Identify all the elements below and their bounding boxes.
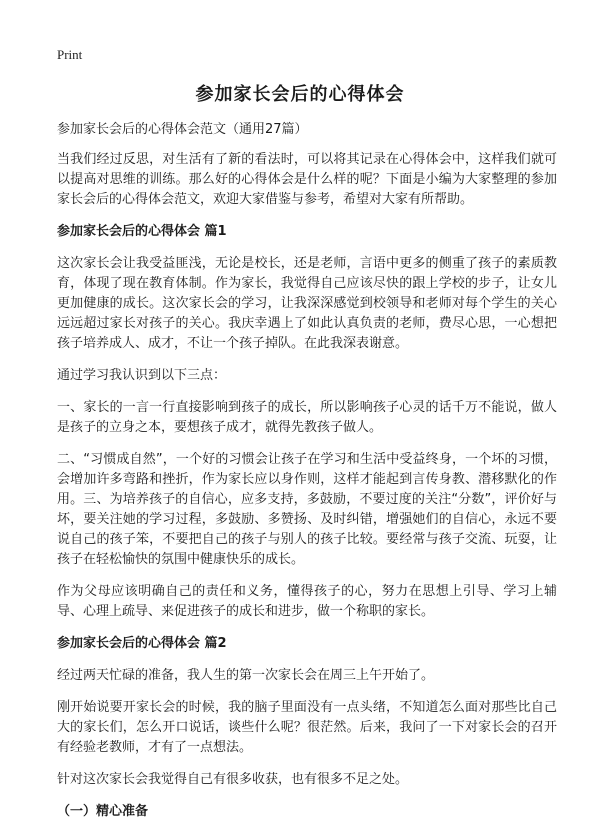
- section-2-heading: 参加家长会后的心得体会 篇2: [57, 636, 227, 651]
- section-2-paragraph-3: 针对这次家长会我觉得自己有很多收获，也有很多不足之处。: [57, 772, 409, 787]
- section-1-heading: 参加家长会后的心得体会 篇1: [57, 224, 227, 239]
- section-1-paragraph-5: 作为父母应该明确自己的责任和义务，懂得孩子的心，努力在思想上引导、学习上辅导、心理上疏导、来促进孩子的成长和进步，做一个称职的家长。: [57, 584, 557, 619]
- section-1-paragraph-1: 这次家长会让我受益匪浅，无论是校长，还是老师，言语中更多的侧重了孩子的素质教育，体现了现在教育体制。作为家长，我觉得自己应该尽快的跟上学校的步子，让女儿更加健康的成长。这次家长会的学习，让我深深感觉到校领导和老师对每个学生的关心远远超过家长对孩子的关心。我庆幸遇上了如此认真负责的老师，费尽心思，一心想把孩子培养成人、成才，不让一个孩子掉队。在此我深表谢意。: [57, 256, 557, 351]
- section-2-paragraph-1: 经过两天忙碌的准备，我人生的第一次家长会在周三上午开始了。: [57, 668, 435, 683]
- section-2-paragraph-2: 刚开始说要开家长会的时候，我的脑子里面没有一点头绪，不知道怎么面对那些比自己大的家长们，怎么开口说话，谈些什么呢？很茫然。后来，我问了一下对家长会的召开有经验老教师，才有了一点想法。: [57, 700, 557, 755]
- print-link[interactable]: Print: [57, 47, 83, 62]
- article-body: [57, 120, 557, 828]
- section-1-paragraph-4: 二、“习惯成自然”，一个好的习惯会让孩子在学习和生活中受益终身，一个坏的习惯，会增加许多弯路和挫折，作为家长应以身作则，这样才能起到言传身教、潜移默化的作用。三、为培养孩子的自信心，应多支持，多鼓励，不要过度的关注“分数”，评价好与坏，要关注她的学习过程，多鼓励、多赞扬、及时纠错，增强她们的自信心，永远不要说自己的孩子笨，不要把自己的孩子与别人的孩子比较。要经常与孩子交流、玩耍，让孩子在轻松愉快的氛围中健康快乐的成长。: [57, 452, 557, 567]
- section-2-sub-heading: （一）精心准备: [57, 804, 149, 819]
- article-subtitle: 参加家长会后的心得体会范文（通用27篇）: [57, 122, 308, 137]
- page-title: 参加家长会后的心得体会: [195, 84, 405, 105]
- section-1-paragraph-3: 一、家长的一言一行直接影响到孩子的成长，所以影响孩子心灵的话千万不能说，做人是孩子的立身之本，要想孩子成才，就得先教孩子做人。: [57, 400, 557, 435]
- section-1-paragraph-2: 通过学习我认识到以下三点：: [57, 368, 227, 383]
- intro-paragraph: 当我们经过反思，对生活有了新的看法时，可以将其记录在心得体会中，这样我们就可以提高对思维的训练。那么好的心得体会是什么样的呢？下面是小编为大家整理的参加家长会后的心得体会范文，欢迎大家借鉴与参考，希望对大家有所帮助。: [57, 152, 557, 207]
